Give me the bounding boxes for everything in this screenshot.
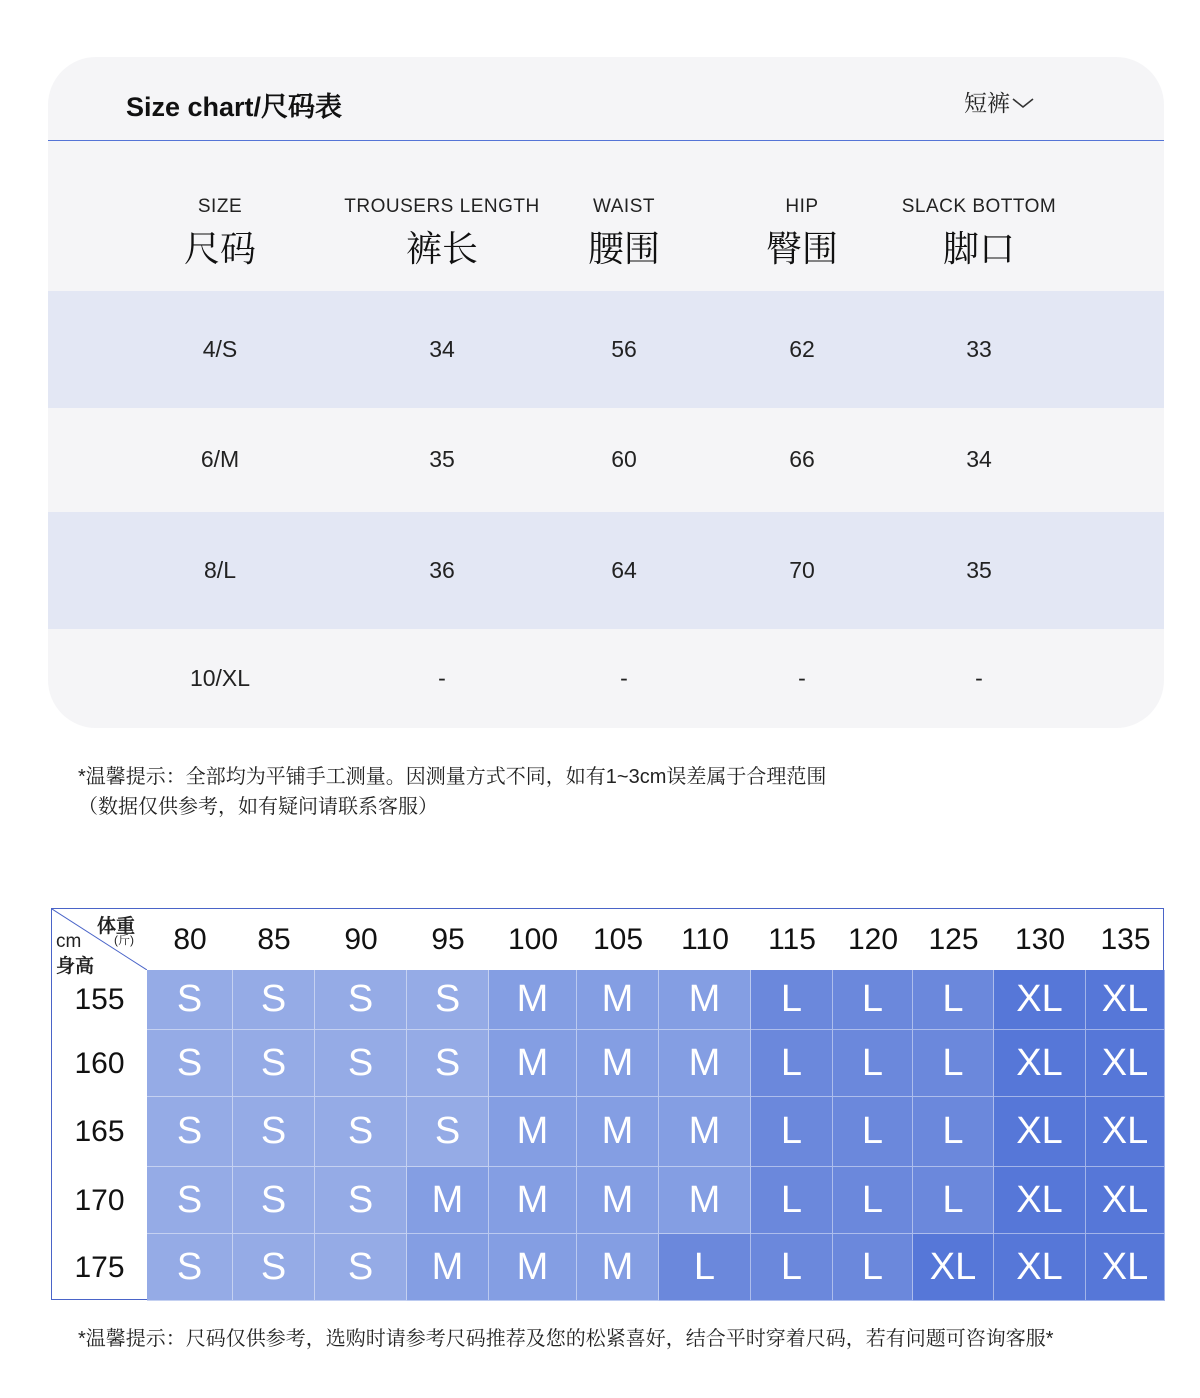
size-cell: 10/XL: [189, 664, 251, 691]
recommended-size-cell: S: [233, 1030, 315, 1097]
weight-header: 95: [431, 922, 465, 956]
recommended-size-cell: XL: [1086, 1030, 1165, 1097]
weight-header: 90: [344, 922, 378, 956]
recommended-size-cell: M: [407, 1167, 489, 1234]
recommended-size-cell: M: [489, 1234, 577, 1301]
recommended-size-cell: S: [233, 1167, 315, 1234]
weight-header: 80: [173, 922, 207, 956]
size-cell: 6/M: [200, 446, 240, 472]
recommended-size-cell: L: [751, 1234, 833, 1301]
measurement-cell: -: [798, 664, 806, 691]
weight-header: 125: [928, 922, 979, 956]
recommended-size-cell: S: [233, 1097, 315, 1167]
recommended-size-cell: XL: [994, 1097, 1086, 1167]
measurement-cell: 66: [789, 446, 815, 472]
recommended-size-cell: XL: [1086, 1167, 1165, 1234]
measurement-note-line1: *温馨提示：全部均为平铺手工测量。因测量方式不同，如有1~3cm误差属于合理范围: [78, 766, 827, 788]
recommended-size-cell: XL: [994, 1030, 1086, 1097]
size-recommendation-grid: [51, 908, 1164, 1300]
height-header: 155: [74, 983, 125, 1016]
recommended-size-cell: M: [577, 970, 659, 1030]
recommended-size-cell: M: [577, 1167, 659, 1234]
recommended-size-cell: S: [147, 1030, 233, 1097]
recommended-size-cell: XL: [994, 1234, 1086, 1301]
measurement-cell: 60: [611, 446, 637, 472]
recommended-size-cell: L: [913, 970, 994, 1030]
recommended-size-cell: L: [659, 1234, 751, 1301]
recommended-size-cell: M: [577, 1234, 659, 1301]
recommended-size-cell: M: [489, 1097, 577, 1167]
column-header-zh: 脚口: [942, 228, 1016, 269]
recommended-size-cell: XL: [1086, 970, 1165, 1030]
card-title: Size chart/尺码表: [126, 92, 343, 122]
recommended-size-cell: L: [833, 970, 913, 1030]
recommended-size-cell: S: [407, 1030, 489, 1097]
category-label: 短裤: [964, 90, 1010, 116]
size-chart-card: [48, 57, 1164, 728]
height-header: 170: [74, 1183, 125, 1217]
recommended-size-cell: M: [659, 970, 751, 1030]
weight-header: 105: [592, 922, 644, 956]
recommended-size-cell: S: [315, 1030, 407, 1097]
recommended-size-cell: S: [147, 970, 233, 1030]
weight-header: 110: [681, 922, 729, 956]
table-row: [48, 291, 1164, 408]
recommended-size-cell: L: [833, 1030, 913, 1097]
corner-weight-label: 体重: [97, 916, 136, 937]
recommended-size-cell: M: [659, 1097, 751, 1167]
recommended-size-cell: S: [407, 1097, 489, 1167]
size-cell: 8/L: [204, 556, 236, 583]
column-header-zh: 尺码: [183, 228, 257, 269]
recommended-size-cell: S: [315, 1097, 407, 1167]
measurement-note: [78, 762, 826, 822]
weight-header: 115: [768, 922, 816, 956]
measurement-cell: 34: [966, 446, 992, 472]
measurement-cell: 36: [429, 556, 455, 583]
recommended-size-cell: XL: [994, 1167, 1086, 1234]
size-tip-note: *温馨提示：尺码仅供参考，选购时请参考尺码推荐及您的松紧喜好，结合平时穿着尺码，若有问题可咨询客服*: [78, 1328, 1054, 1350]
column-header-zh: 腰围: [587, 228, 661, 269]
recommended-size-cell: M: [489, 1030, 577, 1097]
measurement-cell: -: [975, 664, 983, 691]
recommended-size-cell: S: [147, 1234, 233, 1301]
measurement-cell: 56: [611, 335, 637, 362]
table-row: [48, 512, 1164, 629]
recommended-size-cell: L: [833, 1097, 913, 1167]
table-row: [48, 629, 1164, 728]
recommended-size-cell: S: [407, 970, 489, 1030]
column-header-en: WAIST: [593, 196, 655, 217]
recommended-size-cell: XL: [994, 970, 1086, 1030]
column-header-en: SIZE: [197, 196, 243, 217]
recommended-size-cell: M: [659, 1167, 751, 1234]
column-header-zh: 臀围: [765, 228, 839, 269]
recommended-size-cell: S: [147, 1097, 233, 1167]
recommended-size-cell: L: [751, 970, 833, 1030]
recommended-size-cell: S: [147, 1167, 233, 1234]
recommended-size-cell: L: [751, 1097, 833, 1167]
measurement-cell: 70: [789, 556, 815, 583]
recommended-size-cell: S: [315, 970, 407, 1030]
corner-height-label: 身高: [56, 956, 95, 977]
column-header-zh: 裤长: [405, 228, 479, 269]
recommended-size-cell: S: [315, 1167, 407, 1234]
card-header: [48, 57, 1164, 141]
column-header-en: TROUSERS LENGTH: [344, 196, 540, 217]
weight-header: 130: [1014, 922, 1066, 956]
recommended-size-cell: M: [489, 970, 577, 1030]
recommended-size-cell: M: [577, 1030, 659, 1097]
column-header-en: SLACK BOTTOM: [901, 196, 1057, 217]
weight-header: 85: [257, 922, 291, 956]
recommended-size-cell: L: [751, 1030, 833, 1097]
recommended-size-cell: M: [659, 1030, 751, 1097]
recommended-size-cell: S: [233, 1234, 315, 1301]
measurement-cell: 35: [966, 556, 992, 583]
category-selector[interactable]: [964, 85, 1034, 118]
recommended-size-cell: L: [833, 1167, 913, 1234]
measurement-note-line2: （数据仅供参考，如有疑问请联系客服）: [78, 796, 438, 818]
recommended-size-cell: M: [407, 1234, 489, 1301]
measurement-cell: 62: [789, 335, 815, 362]
recommended-size-cell: S: [233, 970, 315, 1030]
measurement-cell: -: [438, 664, 446, 691]
recommended-size-cell: XL: [913, 1234, 994, 1301]
recommended-size-cell: L: [913, 1167, 994, 1234]
chevron-down-icon: [1012, 88, 1034, 115]
height-header: 165: [74, 1115, 125, 1148]
recommended-size-cell: L: [751, 1167, 833, 1234]
column-header-en: HIP: [785, 196, 819, 217]
recommended-size-cell: M: [489, 1167, 577, 1234]
corner-weight-unit: (斤): [114, 933, 134, 947]
height-header: 160: [74, 1046, 125, 1080]
recommended-size-cell: L: [833, 1234, 913, 1301]
table-row: [48, 408, 1164, 512]
measurement-cell: -: [620, 664, 628, 691]
recommended-size-cell: XL: [1086, 1097, 1165, 1167]
weight-header: 120: [847, 922, 899, 956]
weight-header: 135: [1100, 922, 1151, 956]
height-header: 175: [74, 1250, 125, 1284]
recommended-size-cell: XL: [1086, 1234, 1165, 1301]
recommended-size-cell: L: [913, 1030, 994, 1097]
measurement-cell: 33: [966, 335, 992, 362]
size-cell: 4/S: [202, 335, 238, 362]
corner-cm-label: cm: [56, 931, 82, 952]
weight-header: 100: [507, 922, 559, 956]
recommended-size-cell: L: [913, 1097, 994, 1167]
recommended-size-cell: M: [577, 1097, 659, 1167]
measurement-cell: 34: [429, 335, 455, 362]
measurement-cell: 35: [429, 446, 455, 472]
measurement-cell: 64: [611, 556, 637, 583]
recommended-size-cell: S: [315, 1234, 407, 1301]
